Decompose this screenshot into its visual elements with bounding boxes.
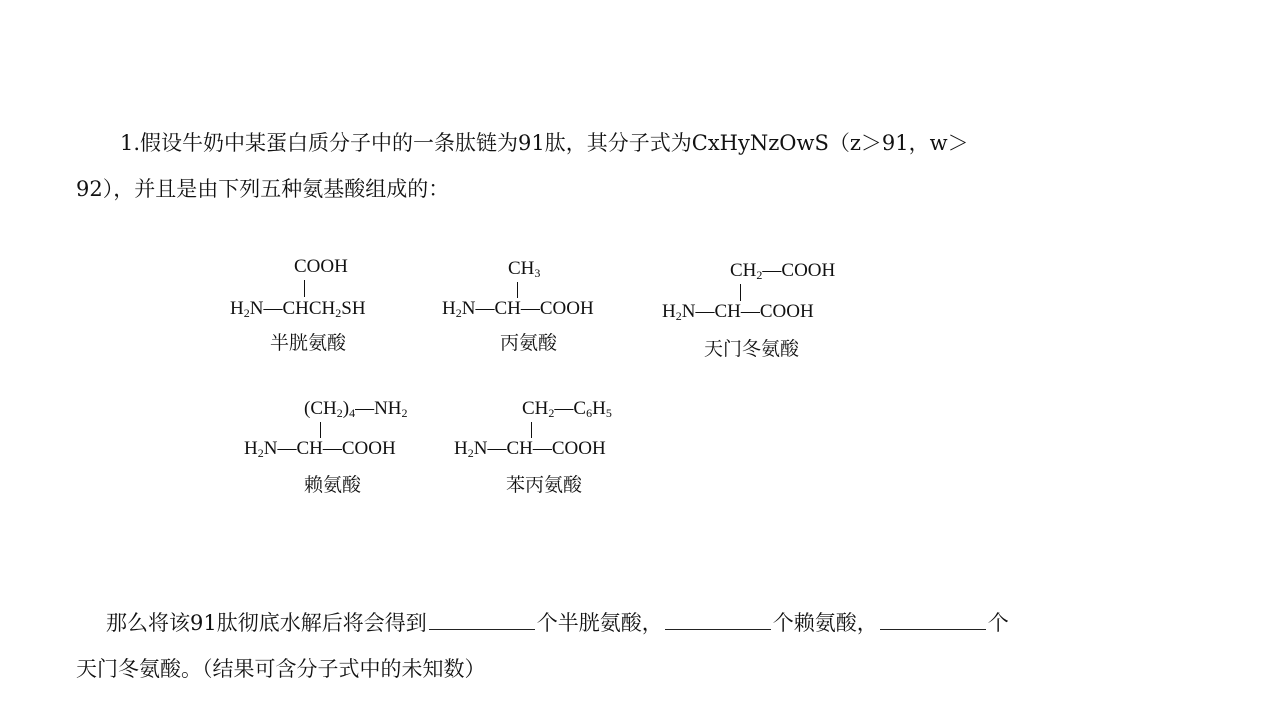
phenylalanine-name: 苯丙氨酸 xyxy=(506,474,583,496)
lysine-main-chain: $H_2N—CH—COOH$ xyxy=(244,438,396,460)
cysteine-top-group: COOH xyxy=(294,256,348,277)
phenylalanine-top-group: $CH_2—C_6H_5$ xyxy=(522,398,612,420)
answer-line-2: 天门冬氨酸。（结果可含分子式中的未知数） xyxy=(76,657,486,681)
answer-part-1: 那么将该91肽彻底水解后将会得到 xyxy=(106,611,427,635)
lysine-top-group: $(CH_2)_4—NH_2$ xyxy=(304,398,408,420)
aspartic-count-blank[interactable] xyxy=(880,607,986,630)
alanine-main-chain: $H_2N—CH—COOH$ xyxy=(442,298,594,320)
aspartic-bond xyxy=(740,284,741,301)
lysine-name: 赖氨酸 xyxy=(304,474,362,496)
answer-part-3: 个赖氨酸， xyxy=(772,611,878,635)
lysine-bond xyxy=(320,422,321,438)
answer-part-4: 个 xyxy=(987,611,1009,635)
answer-line-1 xyxy=(76,600,1156,646)
answer-text xyxy=(76,600,1156,692)
aspartic-name: 天门冬氨酸 xyxy=(704,338,800,360)
aspartic-main-chain: $H_2N—CH—COOH$ xyxy=(662,301,814,323)
cysteine-bond xyxy=(304,280,305,297)
lysine-count-blank[interactable] xyxy=(665,607,771,630)
phenylalanine-bond xyxy=(531,422,532,438)
question-line-1: 1.假设牛奶中某蛋白质分子中的一条肽链为91肽，其分子式为CxHyNzOwS（z＞91，w＞ xyxy=(120,131,969,155)
cysteine-main-chain: $H_2N—CHCH_2SH$ xyxy=(230,298,366,320)
question-text xyxy=(76,120,1156,212)
alanine-top-group: $CH_3$ xyxy=(508,258,541,280)
aspartic-top-group: $CH_2—COOH$ xyxy=(730,260,836,282)
cysteine-name: 半胱氨酸 xyxy=(270,332,347,354)
answer-part-2: 个半胱氨酸， xyxy=(536,611,663,635)
alanine-name: 丙氨酸 xyxy=(500,332,558,354)
alanine-bond xyxy=(517,282,518,298)
question-line-2: 92），并且是由下列五种氨基酸组成的： xyxy=(76,177,450,201)
phenylalanine-main-chain: $H_2N—CH—COOH$ xyxy=(454,438,606,460)
cysteine-count-blank[interactable] xyxy=(429,607,535,630)
